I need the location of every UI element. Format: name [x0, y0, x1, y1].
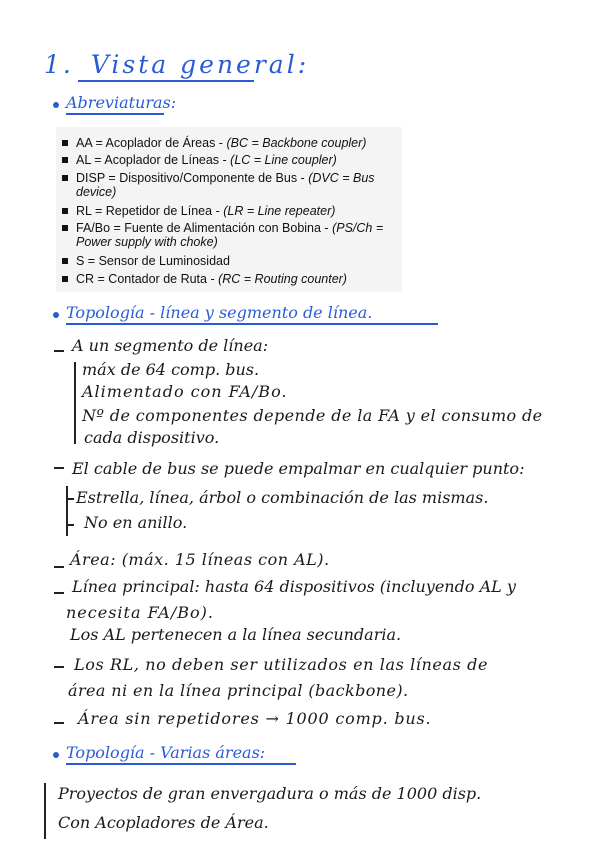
dash: [66, 498, 74, 500]
abbr-item: [76, 254, 230, 268]
abbr-es: S = Sensor de Luminosidad: [76, 254, 230, 268]
section-topology-line: Topología - línea y segmento de línea.: [66, 303, 373, 322]
title-number: 1.: [44, 50, 74, 79]
square-bullet-icon: [62, 225, 68, 231]
abbr-item: [76, 136, 366, 150]
note-cable-item: Estrella, línea, árbol o combinación de las mismas.: [76, 488, 489, 507]
note-rl: área ni en la línea principal (backbone).: [68, 681, 409, 700]
section-abbreviations: Abreviaturas:: [66, 93, 177, 112]
abbr-item: [76, 272, 347, 286]
note-principal: Línea principal: hasta 64 dispositivos (incluyendo AL y: [72, 577, 516, 596]
dash: [54, 666, 64, 668]
note-cable-item: No en anillo.: [84, 513, 188, 532]
square-bullet-icon: [62, 276, 68, 282]
note-principal: Los AL pertenecen a la línea secundaria.: [70, 625, 402, 644]
abbr-en: (RC = Routing counter): [218, 272, 347, 286]
bracket: [74, 362, 76, 444]
square-bullet-icon: [62, 175, 68, 181]
section-underline: [66, 113, 164, 115]
abbr-es: RL = Repetidor de Línea -: [76, 204, 224, 218]
abbr-en: (DVC = Bus device): [76, 171, 375, 199]
abbr-en: (BC = Backbone coupler): [226, 136, 367, 150]
section-topology-areas: Topología - Varias áreas:: [66, 743, 266, 762]
abbr-en: (LR = Line repeater): [223, 204, 336, 218]
title-underline: [78, 80, 254, 82]
dash: [54, 467, 64, 469]
bracket: [66, 486, 68, 536]
abbr-es: DISP = Dispositivo/Componente de Bus -: [76, 171, 309, 185]
note-no-repeaters: Área sin repetidores → 1000 comp. bus.: [78, 709, 432, 728]
abbr-item: [76, 153, 337, 167]
abbreviations-box: [56, 127, 402, 292]
abbr-es: AL = Acoplador de Líneas -: [76, 153, 231, 167]
dash: [54, 350, 64, 352]
square-bullet-icon: [62, 140, 68, 146]
abbr-item: [76, 171, 396, 199]
dash: [54, 722, 64, 724]
bullet-dot: [53, 752, 59, 758]
note-segment-item: Alimentado con FA/Bo.: [82, 382, 288, 401]
note-projects: Proyectos de gran envergadura o más de 1000 disp.: [58, 784, 482, 803]
dash: [54, 566, 64, 568]
abbr-item: [76, 221, 402, 249]
section-underline: [66, 323, 438, 325]
dash: [54, 592, 64, 594]
abbr-item: [76, 204, 335, 218]
abbr-es: CR = Contador de Ruta -: [76, 272, 219, 286]
note-couplers: Con Acopladores de Área.: [58, 813, 269, 832]
section-underline: [66, 763, 296, 765]
abbr-en: (LC = Line coupler): [230, 153, 337, 167]
dash: [66, 524, 74, 526]
note-segment-head: A un segmento de línea:: [72, 336, 269, 355]
abbr-en: (PS/Ch = Power supply with choke): [76, 221, 384, 249]
bullet-dot: [53, 312, 59, 318]
note-segment-item: máx de 64 comp. bus.: [82, 360, 260, 379]
page-title: [44, 50, 309, 79]
square-bullet-icon: [62, 258, 68, 264]
note-principal: necesita FA/Bo).: [66, 603, 214, 622]
note-rl: Los RL, no deben ser utilizados en las líneas de: [74, 655, 489, 674]
note-area: Área: (máx. 15 líneas con AL).: [70, 550, 330, 569]
square-bullet-icon: [62, 157, 68, 163]
title-text: Vista general:: [90, 50, 310, 79]
abbr-es: AA = Acoplador de Áreas -: [76, 136, 227, 150]
square-bullet-icon: [62, 208, 68, 214]
bracket: [44, 783, 46, 839]
note-segment-item: cada dispositivo.: [84, 428, 220, 447]
abbr-es: FA/Bo = Fuente de Alimentación con Bobina -: [76, 221, 333, 235]
note-cable-head: El cable de bus se puede empalmar en cualquier punto:: [72, 459, 525, 478]
bullet-dot: [53, 102, 59, 108]
note-segment-item: Nº de componentes depende de la FA y el consumo de: [82, 406, 543, 425]
